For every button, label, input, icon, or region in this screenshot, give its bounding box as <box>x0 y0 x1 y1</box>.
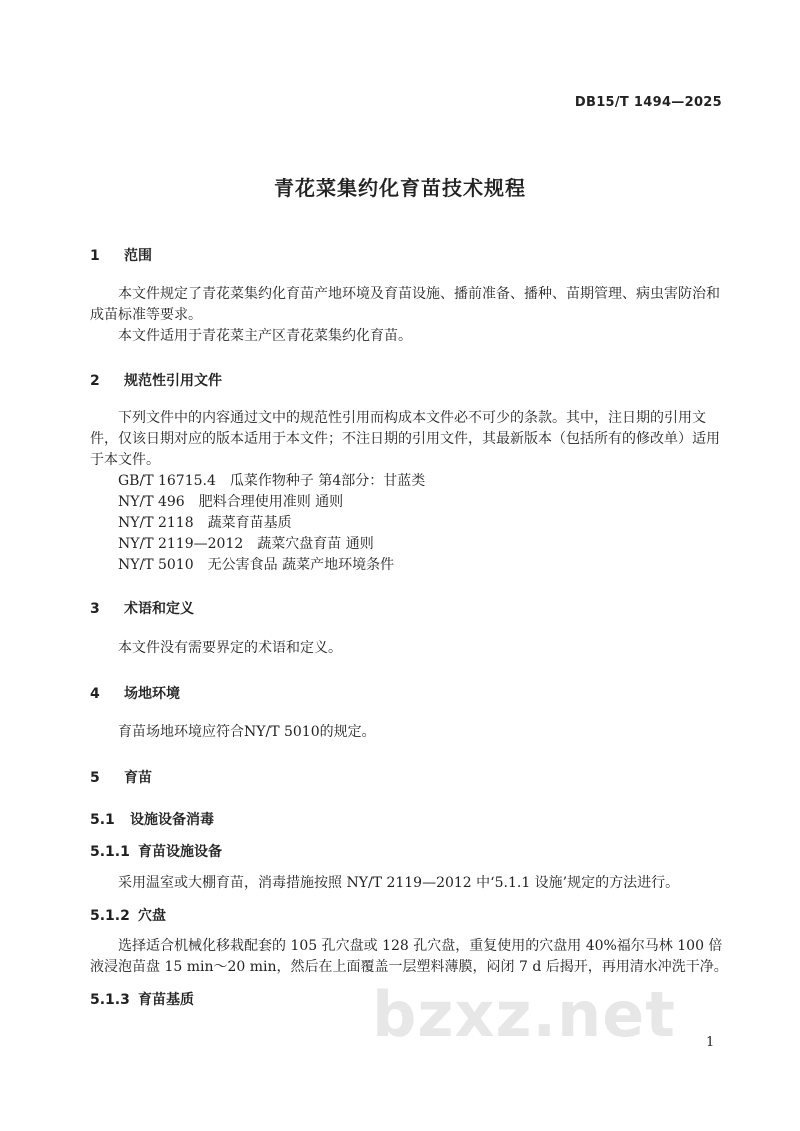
reference-item <box>118 534 374 555</box>
section-1-paragraph-2: 本文件适用于青花菜主产区青花菜集约化育苗。 <box>118 328 412 344</box>
reference-code: NY/T 496 <box>118 494 185 510</box>
page-number: 1 <box>706 1035 715 1050</box>
section-5-1-3-heading <box>90 989 194 1009</box>
section-number: 5.1.2 <box>90 908 130 924</box>
section-5-1-1-heading <box>90 841 222 861</box>
section-number: 4 <box>90 686 100 702</box>
reference-name: 蔬菜穴盘育苗 通则 <box>257 536 374 552</box>
section-number: 2 <box>90 373 100 389</box>
section-title: 设施设备消毒 <box>130 812 214 828</box>
section-1-heading <box>90 245 152 265</box>
section-5-1-heading <box>90 809 214 829</box>
section-number: 3 <box>90 601 100 617</box>
reference-item <box>118 492 343 513</box>
section-title: 育苗设施设备 <box>138 844 222 860</box>
reference-item <box>118 471 425 492</box>
reference-code: NY/T 2118 <box>118 515 194 531</box>
watermark: bzxz.net <box>372 978 676 1051</box>
section-5-1-2-heading <box>90 905 166 925</box>
section-title: 术语和定义 <box>124 601 194 617</box>
section-1-paragraph-1: 本文件规定了青花菜集约化育苗产地环境及育苗设施、播前准备、播种、苗期管理、病虫害防治和成苗标准等要求。 <box>90 286 720 323</box>
section-title: 规范性引用文件 <box>124 373 222 389</box>
section-4-paragraph-1: 育苗场地环境应符合NY/T 5010的规定。 <box>118 724 376 740</box>
reference-name: 肥料合理使用准则 通则 <box>198 494 344 510</box>
section-title: 范围 <box>124 248 152 264</box>
document-title: 青花菜集约化育苗技术规程 <box>274 176 526 200</box>
section-title: 育苗基质 <box>138 992 194 1008</box>
section-5-heading <box>90 767 152 787</box>
section-number: 5.1.1 <box>90 844 130 860</box>
section-number: 5.1.3 <box>90 992 130 1008</box>
section-title: 穴盘 <box>138 908 166 924</box>
section-title: 育苗 <box>124 770 152 786</box>
reference-code: NY/T 5010 <box>118 557 194 573</box>
section-5-1-2-paragraph: 选择适合机械化移栽配套的 105 孔穴盘或 128 孔穴盘，重复使用的穴盘用 40%福尔马林 100 倍液浸泡苗盘 15 min～20 min，然后在上面覆盖一层塑料薄膜，闷闭 7 d 后揭开，再用清水冲洗干净。 <box>90 938 728 975</box>
reference-code: NY/T 2119—2012 <box>118 536 244 552</box>
reference-name: 蔬菜育苗基质 <box>207 515 292 531</box>
section-2-heading <box>90 370 222 390</box>
section-number: 1 <box>90 248 100 264</box>
section-3-heading <box>90 598 194 618</box>
section-5-1-1-paragraph: 采用温室或大棚育苗，消毒措施按照 NY/T 2119—2012 中‘5.1.1 设施’规定的方法进行。 <box>118 875 680 891</box>
reference-name: 无公害食品 蔬菜产地环境条件 <box>207 557 395 573</box>
section-number: 5 <box>90 770 100 786</box>
section-number: 5.1 <box>90 812 115 828</box>
reference-code: GB/T 16715.4 <box>118 473 216 489</box>
section-3-paragraph-1: 本文件没有需要界定的术语和定义。 <box>118 640 342 656</box>
reference-item <box>118 513 292 534</box>
reference-item <box>118 555 394 576</box>
reference-name: 瓜菜作物种子 第4部分：甘蓝类 <box>229 473 426 489</box>
standard-code: DB15/T 1494—2025 <box>574 95 722 110</box>
section-2-paragraph-1: 下列文件中的内容通过文中的规范性引用而构成本文件必不可少的条款。其中，注日期的引用文件，仅该日期对应的版本适用于本文件；不注日期的引用文件，其最新版本（包括所有的修改单）适用于本文件。 <box>90 410 720 468</box>
section-title: 场地环境 <box>124 686 180 702</box>
section-4-heading <box>90 683 180 703</box>
